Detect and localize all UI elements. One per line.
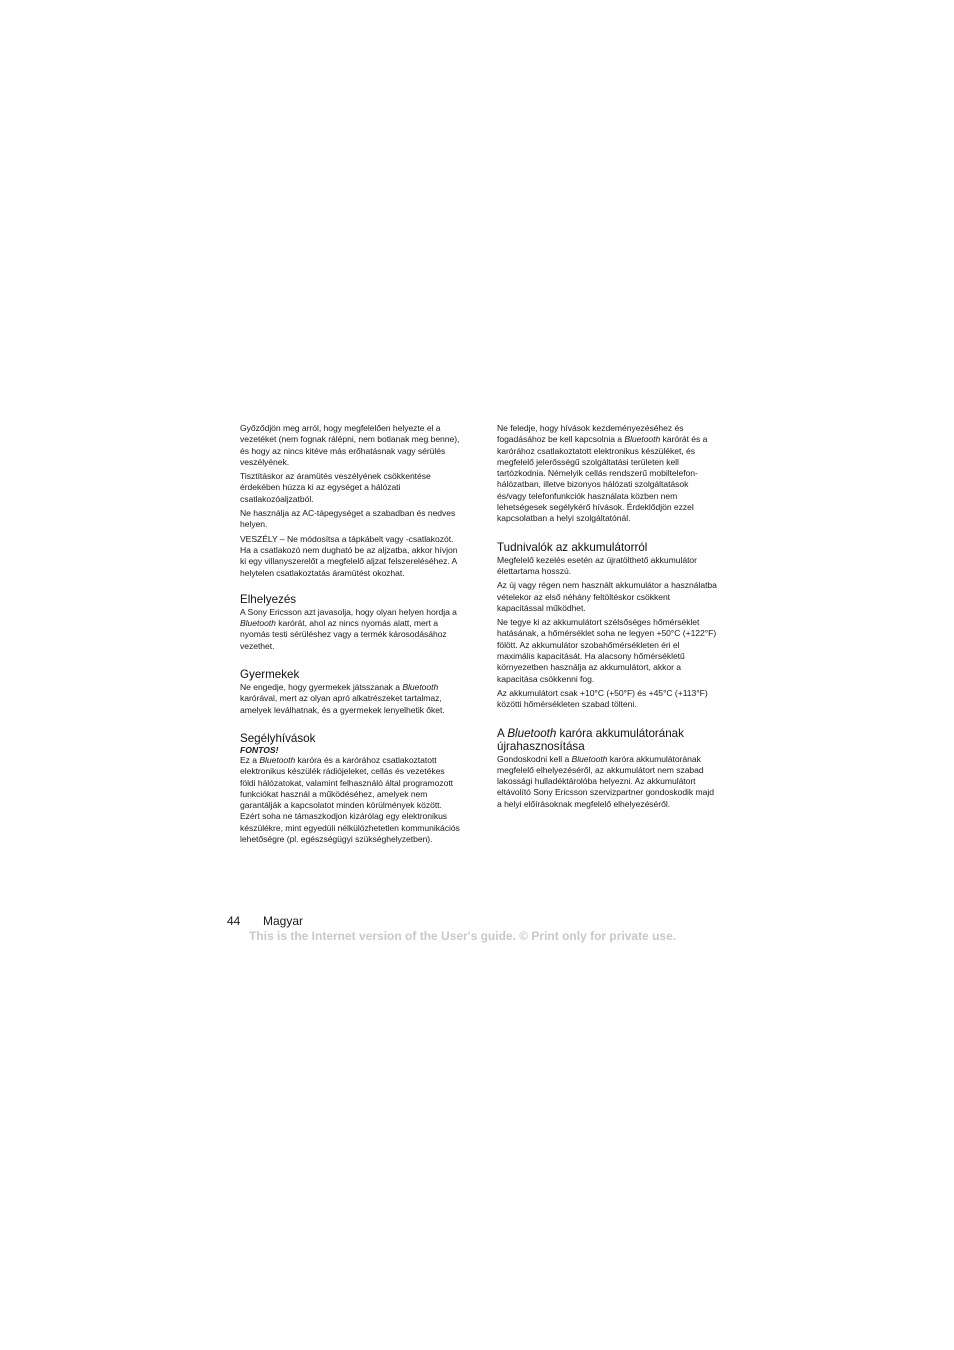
children-paragraph: Ne engedje, hogy gyermekek játsszanak a Bluetooth karórával, mert az olyan apró alkatrészeket tartalmaz, amelyek leválhatnak, és a gyermekek lenyelhetik őket. <box>240 682 445 715</box>
recycling-heading: A Bluetooth karóra akkumulátorának újrahasznosítása <box>497 726 684 753</box>
important-label: FONTOS! <box>240 744 279 755</box>
page-number: 44 <box>227 914 241 928</box>
emergency-paragraph: Ez a Bluetooth karóra és a karórához csatlakoztatott elektronikus készülék rádiójeleket, cellás és vezetékes földi hálózatokat, valamint felhasználó által programozott funkciókat használ a működéséhez, amelyek nem garantálják a kapcsolatot minden körülmények között. Ezért soha ne támaszkodjon kizárólag egy elektronikus készülékre, mint egyedüli nélkülözhetetlen kommunikációs lehetőségre (pl. egészségügyi szükséghelyzetben). <box>240 754 460 845</box>
battery-heading: Tudnivalók az akkumulátorról <box>497 540 648 554</box>
children-heading: Gyermekek <box>240 668 300 682</box>
intro-paragraph-1: Győződjön meg arról, hogy megfelelően helyezte el a vezetéket (nem fognak rálépni, nem botlanak meg benne), és hogy az nincs kitéve más erőhatásnak vagy sérülés veszélyének. <box>240 423 460 467</box>
battery-paragraph-2: Az új vagy régen nem használt akkumulátor a használatba vételekor az első néhány feltöltéskor csökkent kapacitással működhet. <box>497 580 717 613</box>
placement-paragraph: A Sony Ericsson azt javasolja, hogy olyan helyen hordja a Bluetooth karórát, ahol az nincs nyomás alatt, mert a nyomás testi sérüléshez vagy a termék károsodásához vezethet. <box>240 606 457 651</box>
right-column <box>497 423 719 813</box>
calls-paragraph: Ne feledje, hogy hívások kezdeményezéséhez és fogadásához be kell kapcsolnia a Bluetooth karórát és a karórához csatlakoztatott elektronikus készüléket, és megfelelő jelerősségű szolgáltatási területen kell tartózkodnia. Némelyik cellás rendszerű mobiltelefon-hálózatban, illetve bizonyos hálózati szolgáltatások és/vagy telefonfunkciók használata közben nem lehetségesek segélykérő hívások. Érdeklődjön ezzel kapcsolatban a helyi szolgáltatónál. <box>497 423 708 524</box>
left-column <box>240 423 462 848</box>
intro-paragraph-3: Ne használja az AC-tápegységet a szabadban és nedves helyen. <box>240 508 456 530</box>
battery-paragraph-1: Megfelelő kezelés esetén az újratölthető akkumulátor élettartama hosszú. <box>497 554 697 576</box>
intro-paragraph-4: VESZÉLY – Ne módosítsa a tápkábelt vagy -csatlakozót. Ha a csatlakozó nem dugható be az aljzatba, akkor hívjon ki egy villanyszerelőt a megfelelő aljzat felszereléséhez. A helytelen csatlakoztatás áramütést okozhat. <box>240 533 458 578</box>
recycling-paragraph: Gondoskodni kell a Bluetooth karóra akkumulátorának megfelelő elhelyezéséről, az akkumulátort nem szabad lakossági hulladéktárolóba helyezni. Az akkumulátort eltávolító Sony Ericsson szervizpartner gondoskodik majd a helyi előírásoknak megfelelő elhelyezéséről. <box>497 753 714 809</box>
placement-heading: Elhelyezés <box>240 592 297 606</box>
footer-language: Magyar <box>263 914 304 928</box>
battery-paragraph-4: Az akkumulátort csak +10°C (+50°F) és +45°C (+113°F) közötti hőmérsékleten szabad tölteni. <box>497 687 708 710</box>
watermark-notice: This is the Internet version of the User's guide. © Print only for private use. <box>249 929 677 943</box>
battery-paragraph-3: Ne tegye ki az akkumulátort szélsőséges hőmérséklet hatásának, a hőmérséklet soha ne legyen +50°C (+122°F) fölött. Az akkumulátor szobahőmérsékleten éri el maximális kapacitását. Ha alacsony hőmérsékletű környezetben használja az akkumulátort, akkor a kapacitása csökkenni fog. <box>497 617 717 684</box>
intro-paragraph-2: Tisztításkor az áramütés veszélyének csökkentése érdekében húzza ki az egységet a hálózati csatlakozóaljzatból. <box>240 471 431 504</box>
emergency-heading: Segélyhívások <box>240 731 316 745</box>
